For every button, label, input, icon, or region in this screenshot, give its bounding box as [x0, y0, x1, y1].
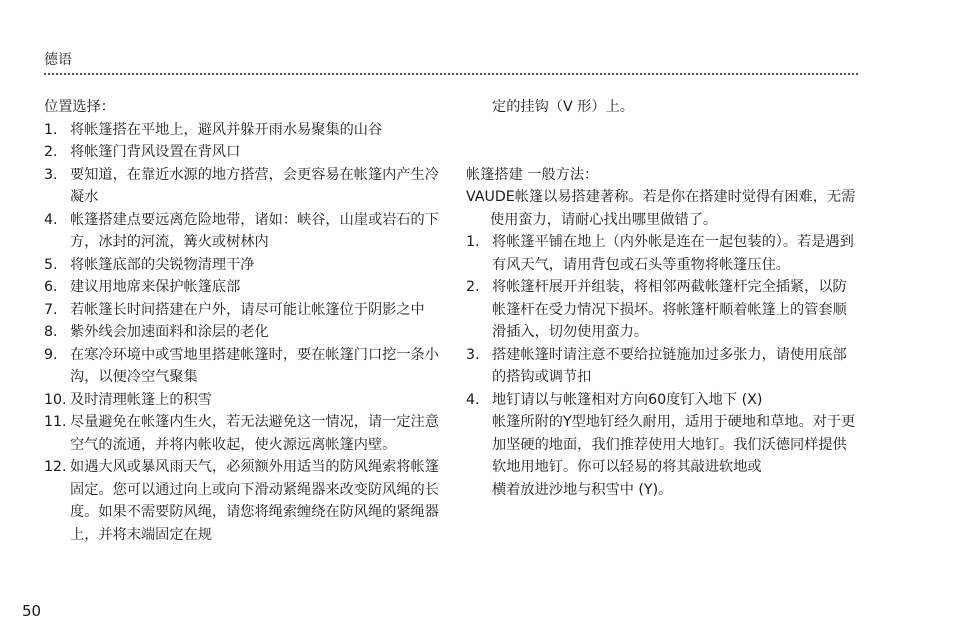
list-text: 建议用地席来保护帐篷底部: [70, 279, 241, 295]
list-item: [44, 141, 439, 164]
dotted-divider: [44, 73, 858, 75]
list-text: 将帐篷底部的尖锐物清理干净: [70, 256, 255, 273]
setup-heading: 帐篷搭建 一般方法：: [466, 166, 599, 183]
list-item: [466, 344, 860, 389]
list-text: 及时清理帐篷上的积雪: [70, 391, 212, 408]
list-item: [44, 411, 439, 456]
list-number: 3.: [44, 166, 58, 183]
list-number: 3.: [466, 346, 480, 363]
list-item: [466, 389, 860, 412]
list-text: 将帐篷搭在平地上，避风并躲开雨水易聚集的山谷: [70, 121, 383, 138]
list-number: 4.: [44, 211, 58, 228]
list-item: [466, 231, 860, 276]
list-text: 将帐篷杆展开并组装，将相邻两截帐篷杆完全插紧，以防帐篷杆在受力情况下损坏。将帐篷杆顺着帐篷上的管套顺滑插入，切勿使用蛮力。: [492, 279, 847, 340]
list-item: [44, 254, 439, 277]
list-text: 搭建帐篷时请注意不要给拉链施加过多张力，请使用底部的搭钩或调节扣: [492, 346, 847, 385]
list-item: [44, 119, 439, 142]
list-number: 2.: [44, 144, 58, 160]
list-item: [44, 299, 439, 322]
list-text: 地钉请以与帐篷相对方向60度钉入地下 (X): [492, 391, 763, 408]
intro-paragraph: VAUDE帐篷以易搭建著称。若是你在搭建时觉得有困难，无需使用蛮力，请耐心找出哪里做错了。: [466, 189, 856, 228]
list-item: [44, 209, 439, 254]
list-text: 要知道，在靠近水源的地方搭营，会更容易在帐篷内产生冷凝水: [70, 166, 439, 205]
list-number: 4.: [466, 391, 480, 408]
section-header: 德语: [44, 52, 72, 68]
list-number: 10.: [44, 391, 67, 408]
list-number: 8.: [44, 324, 58, 340]
list-item: [44, 389, 439, 412]
left-column: [44, 96, 439, 546]
list-number: 6.: [44, 279, 58, 295]
list-item: [44, 276, 439, 299]
continued-text: 定的挂钩（V 形）上。: [492, 99, 634, 115]
list-item: [44, 164, 439, 209]
list-item: [44, 456, 439, 546]
list-number: 5.: [44, 256, 58, 273]
list-text: 如遇大风或暴风雨天气，必须额外用适当的防风绳索将帐篷固定。您可以通过向上或向下滑动紧绳器来改变防风绳的长度。如果不需要防风绳，请您将绳索缠绕在防风绳的紧绳器上，并将末端固定在规: [70, 459, 439, 543]
list-text: 帐篷搭建点要远离危险地带，诸如：峡谷，山崖或岩石的下方，冰封的河流，篝火或树林内: [70, 211, 439, 250]
item4-last-line: 横着放进沙地与积雪中 (Y)。: [492, 481, 673, 498]
list-text: 尽量避免在帐篷内生火，若无法避免这一情况，请一定注意空气的流通，并将内帐收起，使火源远离帐篷内壁。: [70, 414, 439, 453]
list-text: 将帐篷门背风设置在背风口: [70, 144, 241, 160]
list-number: 9.: [44, 346, 58, 363]
list-text: 若帐篷长时间搭建在户外，请尽可能让帐篷位于阴影之中: [70, 301, 425, 318]
list-number: 1.: [44, 121, 58, 138]
list-number: 11.: [44, 414, 67, 430]
list-text: 紫外线会加速面料和涂层的老化: [70, 324, 269, 340]
list-item: [44, 344, 439, 389]
list-number: 12.: [44, 459, 67, 475]
list-text: 在寒冷环境中或雪地里搭建帐篷时，要在帐篷门口挖一条小沟，以便冷空气聚集: [70, 346, 439, 385]
page-number: 50: [22, 602, 42, 620]
location-heading: 位置选择：: [44, 99, 115, 115]
list-text: 将帐篷平铺在地上（内外帐是连在一起包装的）。若是遇到有风天气，请用背包或石头等重物将帐篷压住。: [492, 234, 854, 273]
list-number: 7.: [44, 301, 58, 318]
list-item: [44, 321, 439, 344]
item4-body: 帐篷所附的Y型地钉经久耐用，适用于硬地和草地。对于更加坚硬的地面，我们推荐使用大地钉。我们沃德同样提供软地用地钉。你可以轻易的将其敲进软地或: [492, 414, 856, 475]
list-number: 2.: [466, 279, 480, 295]
list-item: [466, 276, 860, 344]
right-column: [466, 96, 860, 501]
list-number: 1.: [466, 234, 480, 250]
